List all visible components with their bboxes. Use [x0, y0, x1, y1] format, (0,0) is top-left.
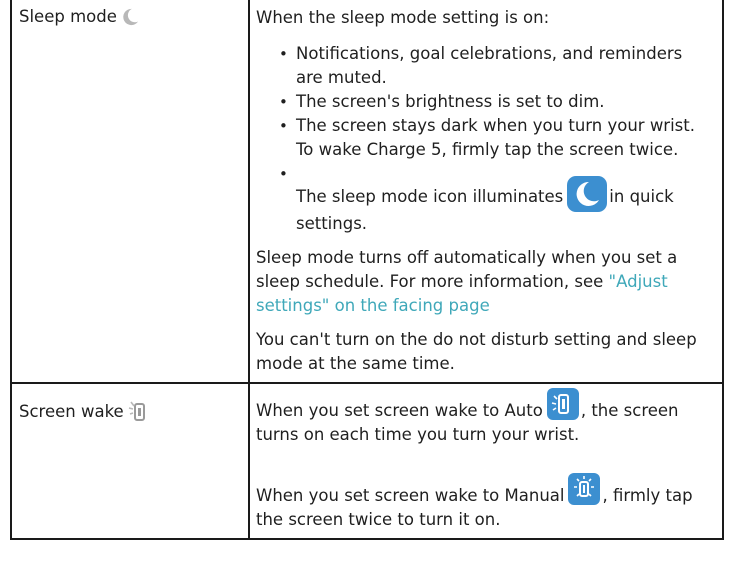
sleep-mode-label-cell	[11, 0, 249, 383]
settings-table	[10, 0, 724, 540]
list-item: • The screen stays dark when you turn your wrist. To wake Charge 5, firmly tap the screen twice.	[296, 114, 712, 162]
screen-wake-manual-text	[256, 473, 712, 532]
manual-text-before: When you set screen wake to Manual	[256, 486, 565, 505]
auto-text-before: When you set screen wake to Auto	[256, 401, 543, 420]
screen-wake-label	[19, 398, 148, 426]
table-row-sleep-mode	[11, 0, 723, 383]
sleep-mode-label-text: Sleep mode	[19, 7, 117, 26]
list-item	[296, 176, 712, 236]
list-item: • The screen's brightness is set to dim.	[296, 90, 712, 114]
screen-wake-icon	[128, 398, 148, 426]
screen-wake-auto-text	[256, 388, 712, 447]
sleep-mode-auto-off-note	[256, 246, 712, 318]
table-row-screen-wake	[11, 383, 723, 539]
sleep-mode-conflict-note: You can't turn on the do not disturb setting and sleep mode at the same time.	[256, 330, 697, 373]
bullet4-text-before: The sleep mode icon illuminates	[296, 187, 564, 206]
screen-wake-auto-icon	[547, 388, 579, 420]
manual-text-after: , firmly tap the screen twice to turn it on.	[256, 486, 693, 529]
sleep-mode-intro: When the sleep mode setting is on:	[256, 8, 550, 27]
moon-icon	[121, 8, 139, 26]
sleep-mode-quick-settings-icon	[567, 176, 607, 212]
auto-off-text: Sleep mode turns off automatically when you set a sleep schedule. For more information, see	[256, 248, 678, 291]
screen-wake-manual-icon	[568, 473, 600, 505]
screen-wake-label-text: Screen wake	[19, 402, 124, 421]
sleep-mode-label	[19, 6, 139, 28]
bullet4-text-after: in quick settings.	[296, 187, 674, 233]
auto-text-after: , the screen turns on each time you turn your wrist.	[256, 401, 679, 444]
screen-wake-label-cell	[11, 383, 249, 539]
adjust-settings-link[interactable]: "Adjust settings" on the facing page	[256, 272, 668, 315]
screen-wake-desc-cell	[249, 383, 723, 539]
list-item: • Notifications, goal celebrations, and reminders are muted.	[296, 42, 712, 90]
sleep-mode-effects-list	[256, 42, 712, 236]
sleep-mode-desc-cell	[249, 0, 723, 383]
